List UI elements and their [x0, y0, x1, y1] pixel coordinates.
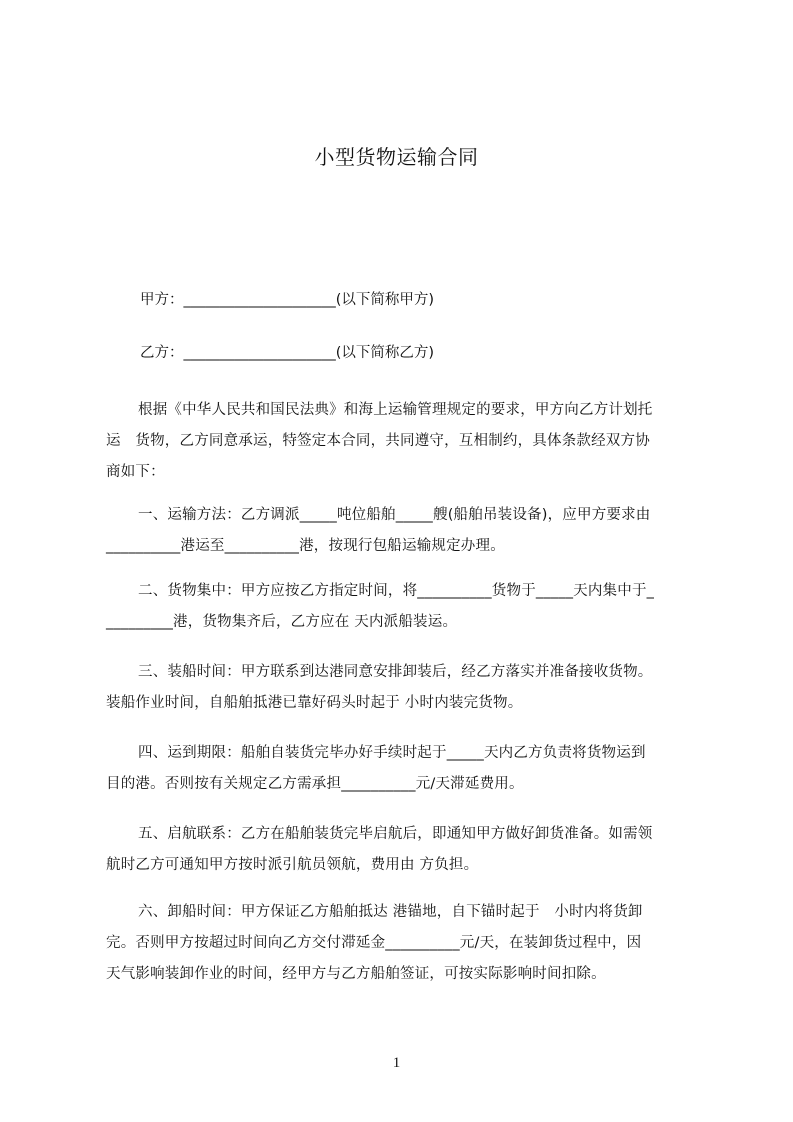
party-b-line: 乙方：_____________________(以下简称乙方) — [140, 345, 435, 361]
clause-departure-contact — [106, 819, 700, 881]
intro-line-3: 商如下： — [106, 464, 165, 480]
document-title: 小型货物运输合同 — [314, 145, 479, 169]
clause-6-line-1: 六、卸船时间：甲方保证乙方船舶抵达 港锚地，自下锚时起于 小时内将货卸 — [138, 904, 643, 920]
clause-3-line-1: 三、装船时间：甲方联系到达港同意安排卸装后，经乙方落实并准备接收货物。 — [138, 664, 653, 680]
intro-paragraph — [106, 395, 700, 488]
clause-2-line-2: _________港，货物集齐后，乙方应在 天内派船装运。 — [106, 614, 458, 630]
clause-cargo-collection — [106, 576, 700, 638]
intro-line-2: 运 货物，乙方同意承运，特签定本合同，共同遵守，互相制约，具体条款经双方协 — [106, 433, 650, 449]
clause-5-line-1: 五、启航联系：乙方在船舶装货完毕启航后，即通知甲方做好卸货准备。如需领 — [138, 826, 653, 842]
party-a-line: 甲方：_____________________(以下简称甲方) — [140, 292, 435, 308]
clause-transport-method — [106, 500, 700, 562]
intro-line-1: 根据《中华人民共和国民法典》和海上运输管理规定的要求，甲方向乙方计划托 — [138, 402, 653, 418]
clause-4-line-2: 目的港。否则按有关规定乙方需承担__________元/天滞延费用。 — [106, 776, 524, 792]
clause-loading-time — [106, 657, 700, 719]
clause-delivery-term — [106, 738, 700, 800]
clause-5-line-2: 航时乙方可通知甲方按时派引航员领航，费用由 方负担。 — [106, 857, 479, 873]
clause-1-line-1: 一、运输方法：乙方调派_____吨位船舶_____艘(船舶吊装设备)，应甲方要求由 — [138, 507, 651, 523]
clause-3-line-2: 装船作业时间，自船舶抵港已靠好码头时起于 小时内装完货物。 — [106, 695, 523, 711]
clause-unloading-time — [106, 897, 700, 990]
clause-1-line-2: __________港运至__________港，按现行包船运输规定办理。 — [106, 538, 505, 554]
clause-4-line-1: 四、运到期限：船舶自装货完毕办好手续时起于_____天内乙方负责将货物运到 — [138, 745, 646, 761]
clause-2-line-1: 二、货物集中：甲方应按乙方指定时间，将__________货物于_____天内集中于_ — [138, 583, 655, 599]
clause-6-line-2: 完。否则甲方按超过时间向乙方交付滞延金__________元/天，在装卸货过程中，因 — [106, 935, 642, 951]
clause-6-line-3: 天气影响装卸作业的时间，经甲方与乙方船舶签证，可按实际影响时间扣除。 — [106, 966, 606, 982]
page-number: 1 — [392, 1055, 401, 1071]
